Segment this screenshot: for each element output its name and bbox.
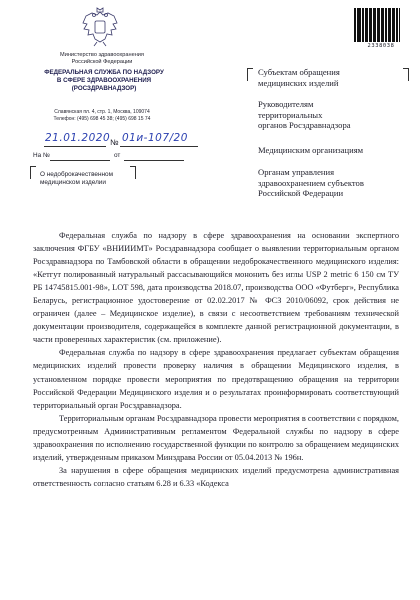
subject-line-2: медицинском изделии <box>40 179 106 186</box>
agency-line-3: (РОСЗДРАВНАДЗОР) <box>71 85 137 92</box>
on-number-label: На № <box>33 152 50 159</box>
handwritten-date: 21.01.2020 <box>45 132 111 144</box>
body-paragraph-1: Федеральная служба по надзору в сфере здравоохранения на основании экспертного заключения ФГБУ «ВНИИИМТ» Росздравнадзора сообщает о выявлении территориальным органом Росздравнадзора по Тамбовской области в обращении недоброкачественного медицинского изделия: «Кетгут полированный натуральный рассасывающийся мононить без иглы USP 2 metric 6 150 см ТУ РБ 14745815.001-98», LOT 598, дата производства 2018.07, производства ООО «Футберг», Республика Беларусь, регистрационное удостоверение от 02.02.2017 № ФСЗ 2010/06092, срок действия не ограничен (далее – Медицинское изделие), в связи с несоответствием требованиям технической документации производителя, содержащейся в комплекте данной регистрационной документации, в части проверенных характеристик (см. приложение). <box>33 231 399 345</box>
recipient-health-authorities <box>258 167 388 199</box>
body-paragraph-2: Федеральная служба по надзору в сфере здравоохранения предлагает субъектам обращения медицинских изделий провести проверку наличия в обращении Медицинского изделия, в установленном порядке провести мероприятия по предотвращению обращения на территории Российской Федерации Медицинского изделия и о результатах проинформировать соответствующий территориальный орган Росздравнадзора. <box>33 348 399 410</box>
recipient-health-line-2: здравоохранением субъектов <box>258 177 364 188</box>
recipient-bracket-left <box>247 68 253 81</box>
subject-bracket-right <box>130 166 136 179</box>
address-line-1: Славянская пл. 4, стр. 1, Москва, 109074 <box>54 109 150 115</box>
recipient-subjects-line-1: Субъектам обращения <box>258 67 340 77</box>
recipient-health-line-3: Российской Федерации <box>258 188 344 199</box>
recipient-med-orgs <box>258 145 388 156</box>
from-line <box>124 160 184 161</box>
recipient-subjects-line-2: медицинских изделий <box>258 77 339 88</box>
ministry-line-2: Российской Федерации <box>71 59 133 65</box>
recipient-heads-line-2: территориальных <box>258 109 323 120</box>
recipient-heads-line-3: органов Росздравнадзора <box>258 120 351 131</box>
from-label: от <box>114 152 121 159</box>
agency-line-1: ФЕДЕРАЛЬНАЯ СЛУЖБА ПО НАДЗОРУ <box>44 69 164 76</box>
on-number-line <box>50 160 110 161</box>
barcode <box>354 8 408 42</box>
recipient-heads <box>258 99 388 131</box>
agency-line-2: В СФЕРЕ ЗДРАВООХРАНЕНИЯ <box>56 77 152 84</box>
subject-bracket-left <box>30 166 36 179</box>
ministry-line-1: Министерство здравоохранения <box>60 52 144 58</box>
barcode-bar <box>399 8 400 42</box>
recipient-subjects <box>258 67 388 88</box>
recipient-health-line-1: Органам управления <box>258 167 335 177</box>
subject-line-1: О недоброкачественном <box>40 171 113 178</box>
barcode-number: 2338038 <box>367 43 395 49</box>
number-underline <box>120 146 198 147</box>
address-line-2: Телефон: (495) 698 45 38; (495) 698 15 74 <box>53 116 151 122</box>
handwritten-number: 01и-107/20 <box>122 132 188 144</box>
recipient-med-orgs-line-1: Медицинским организациям <box>258 145 364 155</box>
coat-of-arms-icon <box>80 6 120 48</box>
body-paragraph-3: Территориальным органам Росздравнадзора провести мероприятия в соответствии с порядком, предусмотренным Административным регламентом Федеральной службы по надзору в сфере здравоохранения по исполнению государственной функции по контролю за обращением медицинских изделий, утвержденным приказом Минздрава России от 05.04.2013 № 196н. <box>33 413 399 462</box>
recipient-heads-line-1: Руководителям <box>258 99 314 109</box>
date-underline <box>44 146 106 147</box>
number-sign: № <box>110 138 119 147</box>
recipient-bracket-right <box>403 68 409 81</box>
body-paragraph-4: За нарушения в сфере обращения медицинских изделий предусмотрена административная ответственность согласно статьям 6.28 и 6.33 «Кодекса <box>33 465 399 488</box>
letter-body <box>33 229 399 490</box>
